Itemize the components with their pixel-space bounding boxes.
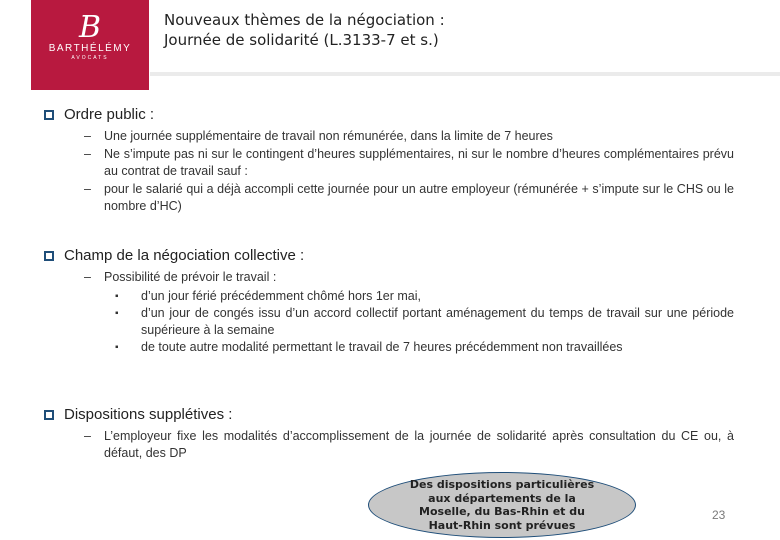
checkbox-bullet-icon <box>44 410 54 420</box>
list-item: – pour le salarié qui a déjà accompli cette journée pour un autre employeur (rémunérée + s’impute sur le CHS ou le nombre d’HC) <box>104 181 734 215</box>
sub-bullet-list <box>104 288 734 356</box>
list-item: – L’employeur fixe les modalités d’accomplissement de la journée de solidarité après consultation du CE ou, à défaut, des DP <box>104 428 734 462</box>
header-divider <box>150 72 780 76</box>
logo-subtitle: AVOCATS <box>71 55 109 61</box>
slide-title <box>164 10 445 50</box>
logo <box>31 0 149 90</box>
section-ordre-public <box>44 104 734 216</box>
sub-list-item: ▪ de toute autre modalité permettant le travail de 7 heures précédemment non travaillées <box>141 339 734 356</box>
logo-name: BARTHÉLÉMY <box>48 43 132 54</box>
list-item-text: Possibilité de prévoir le travail : <box>104 270 277 284</box>
slide-title-line-2: Journée de solidarité (L.3133-7 et s.) <box>164 31 439 49</box>
section-title: Ordre public : <box>64 106 155 123</box>
sub-list-item: ▪ d’un jour de congés issu d’un accord collectif portant aménagement du temps de travail sur une période supérieure à la semaine <box>141 305 734 339</box>
slide-title-line-1: Nouveaux thèmes de la négociation : <box>164 11 445 29</box>
bullet-list <box>44 428 734 462</box>
section-champ-negociation <box>44 245 734 357</box>
list-item <box>104 269 734 356</box>
section-heading <box>44 404 734 426</box>
page-number: 23 <box>712 508 726 522</box>
section-dispositions-suppletives <box>44 404 734 463</box>
callout-text: Des dispositions particulières aux départements de la Moselle, du Bas-Rhin et du Haut-Rhin sont prévues <box>409 478 595 532</box>
sub-list-item: ▪ d’un jour férié précédemment chômé hors 1er mai, <box>141 288 734 305</box>
section-title: Champ de la négociation collective : <box>64 247 305 264</box>
bullet-list <box>44 269 734 356</box>
list-item: – Une journée supplémentaire de travail non rémunérée, dans la limite de 7 heures <box>104 128 734 145</box>
section-heading <box>44 245 734 267</box>
bullet-list <box>44 128 734 215</box>
checkbox-bullet-icon <box>44 110 54 120</box>
section-heading <box>44 104 734 126</box>
logo-mark: B <box>78 10 102 45</box>
checkbox-bullet-icon <box>44 251 54 261</box>
list-item: – Ne s’impute pas ni sur le contingent d’heures supplémentaires, ni sur le nombre d’heures complémentaires prévu au contrat de travail sauf : <box>104 146 734 180</box>
callout-ellipse <box>368 472 636 538</box>
section-title: Dispositions supplétives : <box>64 406 233 423</box>
